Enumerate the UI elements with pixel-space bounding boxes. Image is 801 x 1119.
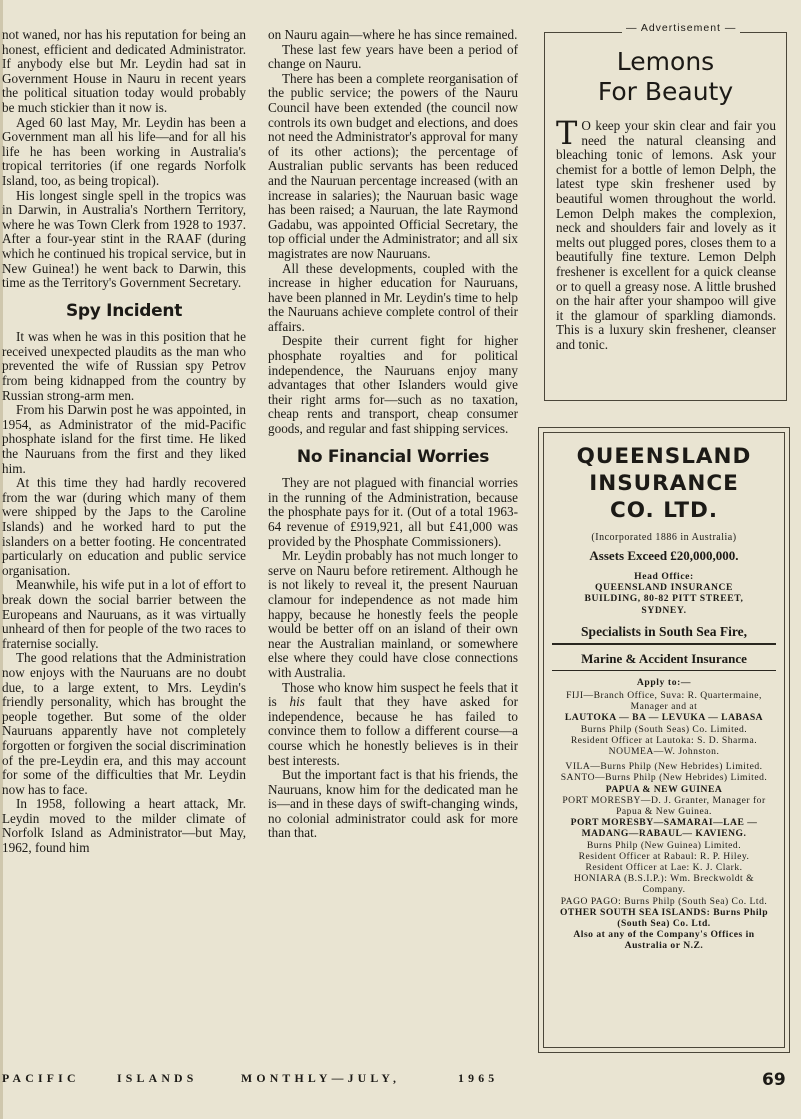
footer-word: MONTHLY—JULY, [241, 1071, 401, 1085]
head-office-label: Head Office: [634, 571, 694, 582]
paragraph: It was when he was in this position that he received unexpected plaudits as the man who prevented the wife of Russian spy Petrov from being kidnapped from the country by Russian strong-arm men. [2, 329, 246, 403]
ad-inner-frame [543, 432, 785, 1048]
ad-title-line: Lemons [616, 47, 715, 76]
advertisement-label-text: Advertisement [640, 22, 721, 34]
footer-word: PACIFIC [2, 1071, 80, 1085]
agent-line: Resident Officer at Lae: K. J. Clark. [585, 862, 743, 874]
article-column-2 [268, 28, 518, 841]
company-name-line: CO. LTD. [609, 498, 719, 523]
footer-word: 1965 [458, 1071, 499, 1085]
head-office-line: SYDNEY. [641, 604, 687, 616]
marine-line: Marine & Accident Insurance [581, 650, 747, 666]
divider [552, 643, 776, 645]
article-column-1 [2, 28, 246, 856]
agent-line: Also at any of the Company's Offices in Australia or N.Z. [573, 929, 755, 952]
paragraph: His longest single spell in the tropics was in Darwin, in Australia's Northern Territory, where he was Town Clerk from 1928 to 1937. After a four-year stint in the RAAF (during which he continued his tropical service, but in New Guinea!) he went back to Darwin, this time as the Territory's Government Secretary. [2, 187, 246, 291]
agent-line: SANTO—Burns Philp (New Hebrides) Limited. [560, 772, 768, 784]
head-office-line: BUILDING, 80-82 PITT STREET, [584, 593, 744, 605]
agent-line: Resident Officer at Rabaul: R. P. Hiley. [578, 850, 750, 862]
agents-list [544, 688, 784, 952]
paragraph: These last few years have been a period of change on Nauru. [268, 41, 518, 72]
text: fault that they have asked for independence, because he has failed to convince them to follow a different course—a course which he honestly believes is in their best interests. [268, 694, 518, 768]
paragraph: At this time they had hardly recovered from the war (during which many of them were shipped by the Japs to the Caroline Islands) and he worked hard to put the islanders on a better footing. He concentrated particularly on education and public service organisation. [2, 475, 246, 578]
paragraph: Meanwhile, his wife put in a lot of effort to break down the social barrier between the Europeans and Nauruans, as it was virtually unheard of then for people of the two races to fraternise socially. [2, 577, 246, 651]
agent-line: NOUMEA—W. Johnston. [608, 746, 720, 758]
lemons-advertisement [544, 32, 787, 401]
paragraph: Despite their current fight for higher phosphate royalties and for political independence, the Nauruans enjoy many advantages that other Islanders would give their right arms for—such as no taxation, cheap rents and transport, cheap consumer goods, and regular and fast shipping services. [268, 333, 518, 437]
ad-body-text: O keep your skin clear and fair you need the natural cleansing and bleaching tonic of lemons. Ask your chemist for a bottle of lemon Delph, the latest type skin freshener used by beautiful women throughout the world. Lemon Delph makes the complexion, neck and shoulders fair and lovely as it melts out plugged pores, closes them to a beautifully fine texture. Lemon Delph freshener is excellent for a quick cleanse or to quell a greasy nose. A little brushed on the hair after your shampoo will give it the glamour of sparkling diamonds. This is a luxury skin freshener, cleanser and tonic. [556, 118, 776, 352]
page-number: 69 [762, 1070, 786, 1090]
specialists-line: Specialists in South Sea Fire, [581, 623, 747, 639]
paragraph: In 1958, following a heart attack, Mr. Leydin moved to the milder climate of Norfolk Island as Administrator—but May, 1962, found him [2, 796, 246, 856]
company-name-line: QUEENSLAND [576, 444, 752, 469]
paragraph: Mr. Leydin probably has not much longer to serve on Nauru before retirement. Although he is not likely to reveal it, the present Nauruan clamour for independence as not made him happy, because he honestly feels the people would be better off on an island of their own near the Australian mainland, or somewhere else where they could have close connections with Australia. [268, 548, 518, 680]
agent-line: Burns Philp (South Seas) Co. Limited. [580, 723, 748, 735]
agent-line: HONIARA (B.S.I.P.): Wm. Breckwoldt & Company. [573, 873, 755, 896]
agent-line: PORT MORESBY—SAMARAI—LAE —MADANG—RABAUL— KAVIENG. [570, 817, 758, 840]
agent-line: FIJI—Branch Office, Suva: R. Quartermaine, Manager and at [566, 690, 762, 713]
agent-line: Burns Philp (New Guinea) Limited. [586, 839, 742, 851]
paragraph: not waned, nor has his reputation for being an honest, efficient and dedicated Administrator. If anybody else but Mr. Leydin had sat in Government House in Nauru in recent years the political situation today would probably be much stickier than it now is. [2, 27, 246, 115]
paragraph: But the important fact is that his friends, the Nauruans, know him for the dedicated man he is—and in these days of swift-changing winds, no colonial administrator could ask for more than that. [268, 767, 518, 841]
paragraph: There has been a complete reorganisation of the public service; the powers of the Nauru Council have been extended (the council now controls its own budget and elections, and does not need the Administrator's approval for many of its other actions); the percentage of Australian public servants has been reduced and the Nauruan percentage increased (with an increase in salaries); the Nauruan basic wage has been raised; a Nauruan, the late Raymond Gadabu, was appointed Official Secretary, the top official under the Administrator; and all six magistrates are now Nauruans. [268, 70, 518, 261]
assets-line: Assets Exceed £20,000,000. [589, 548, 739, 563]
head-office [544, 571, 784, 616]
footer-word: ISLANDS [117, 1071, 198, 1085]
subheading-no-financial-worries: No Financial Worries [296, 446, 490, 467]
agent-line: Resident Officer at Lautoka: S. D. Sharma. [570, 734, 758, 746]
agent-line: PORT MORESBY—D. J. Granter, Manager for Papua & New Guinea. [562, 794, 766, 818]
agent-line: LAUTOKA — BA — LEVUKA — LABASA [564, 712, 764, 724]
company-name [544, 443, 784, 524]
head-office-line: QUEENSLAND INSURANCE [594, 582, 734, 594]
apply-label: Apply to:— [636, 676, 692, 688]
paragraph: The good relations that the Administration now enjoys with the Nauruans are no doubt due, to a large extent, to Mrs. Leydin's friendly personality, which has brought the people together. But some of the older Nauruans apparently have not completely forgotten or forgiven the social discrimination of the pre-Leydin era, and this may account for some of the difficulties that Mr. Leydin now has to face. [2, 650, 246, 797]
paragraph [268, 681, 518, 769]
emphasis: his [289, 694, 305, 710]
paragraph: on Nauru again—where he has since remained. [268, 27, 518, 42]
advertisement-label: — Advertisement — [622, 22, 740, 34]
text: Those who know him suspect he feels that it is [268, 679, 518, 710]
agent-line: OTHER SOUTH SEA ISLANDS: Burns Philp (South Sea) Co. Ltd. [559, 906, 769, 930]
divider [552, 670, 776, 671]
agent-line: PAPUA & NEW GUINEA [605, 783, 723, 795]
paragraph: From his Darwin post he was appointed, in 1954, as Administrator of the mid-Pacific phosphate island for the first time. He liked the Nauruans from the first and they liked him. [2, 402, 246, 476]
paragraph: They are not plagued with financial worries in the running of the Administration, because the phosphate pays for it. (Out of a total 1963-64 revenue of £919,921, all but £41,000 was provided by the Phosphate Commissioners). [268, 475, 518, 549]
agent-line: VILA—Burns Philp (New Hebrides) Limited. [565, 761, 763, 773]
drop-cap: T [556, 114, 578, 152]
ad-title-line: For Beauty [597, 77, 734, 106]
company-name-line: INSURANCE [589, 471, 739, 496]
agent-line: PAGO PAGO: Burns Philp (South Sea) Co. Ltd. [560, 895, 768, 907]
ad-body [545, 114, 786, 353]
paragraph: Aged 60 last May, Mr. Leydin has been a Government man all his life—and for all his life he has been working in Australia's tropical territories (if one regards Norfolk Island, too, as being tropical). [2, 114, 246, 188]
ad-title [545, 47, 786, 107]
incorporated-note: (Incorporated 1886 in Australia) [591, 532, 737, 543]
paragraph: All these developments, coupled with the increase in higher education for Nauruans, have been planned in Mr. Leydin's time to help the Nauruans achieve complete control of their affairs. [268, 260, 518, 334]
queensland-insurance-advertisement [538, 427, 790, 1053]
subheading-spy-incident: Spy Incident [65, 300, 183, 321]
